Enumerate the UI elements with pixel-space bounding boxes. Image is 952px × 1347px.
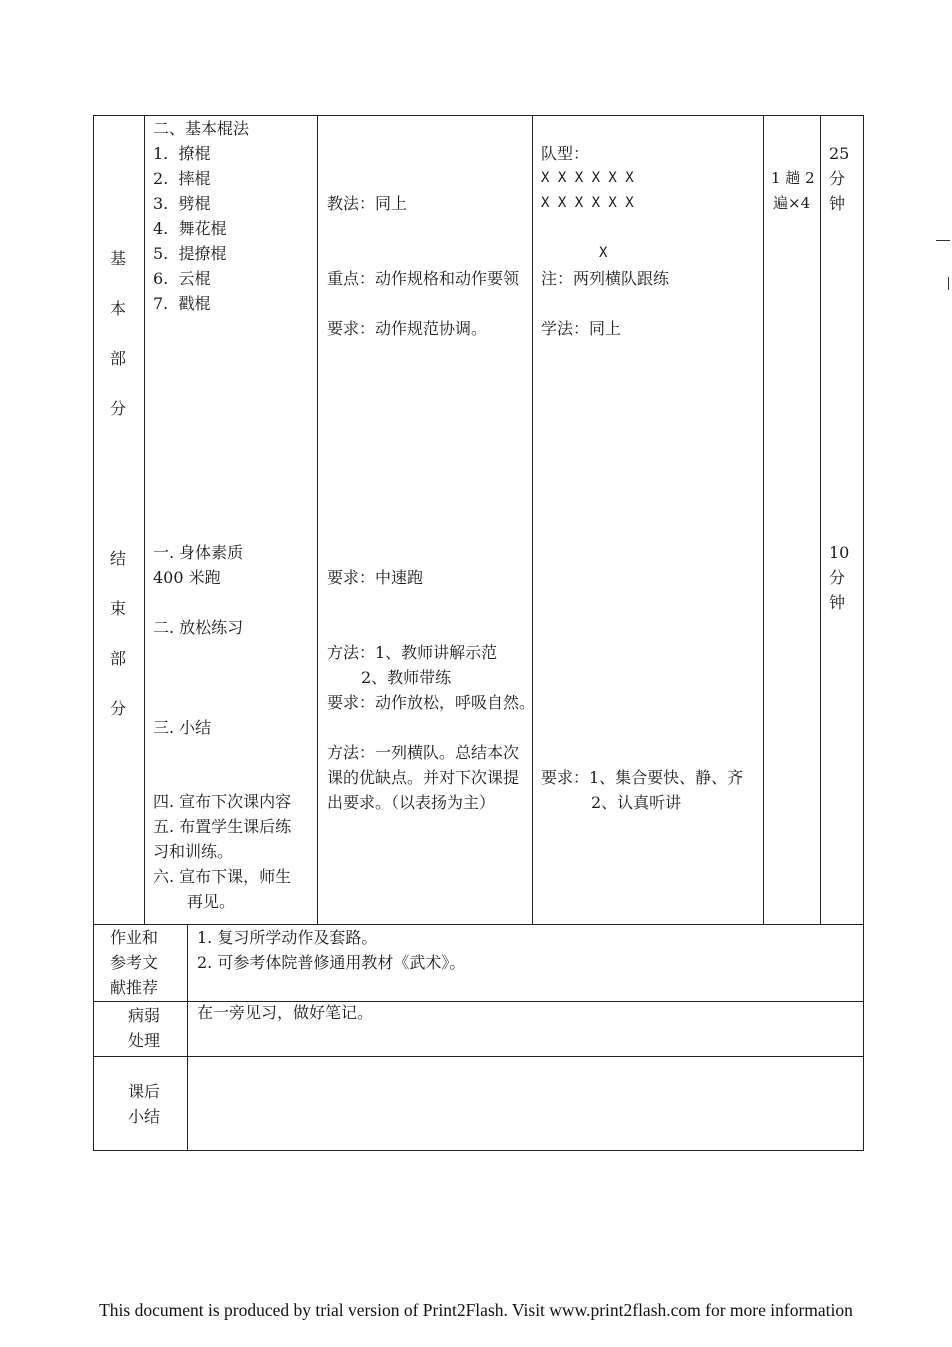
basic-requirement: 要求：动作规范协调。 — [327, 319, 488, 338]
basic-time-number: 25 — [829, 144, 850, 163]
homework-item: 2. 可参考体院普修通用教材《武术》。 — [197, 953, 466, 972]
table-row-divider-after-class — [93, 1056, 864, 1057]
homework-label-1: 作业和 — [110, 928, 159, 947]
homework-label-2: 参考文 — [110, 953, 159, 972]
table-left-border — [93, 115, 94, 1150]
study-method: 学法：同上 — [541, 319, 622, 338]
basic-content-item: 7. 戳棍 — [153, 294, 211, 313]
section-label-basic-1: 基 — [110, 249, 127, 268]
ending-run: 400 米跑 — [153, 568, 221, 587]
formation-note: 注：两列横队跟练 — [541, 269, 670, 288]
section-label-ending-4: 分 — [110, 699, 127, 718]
ending-time-number: 10 — [829, 543, 850, 562]
ending-dismiss-2: 再见。 — [187, 892, 236, 911]
section-label-ending-2: 束 — [110, 599, 127, 618]
ending-assign-1: 五. 布置学生课后练 — [153, 817, 292, 836]
formation-row-1: X X X X X X — [541, 170, 634, 186]
sick-label-2: 处理 — [128, 1031, 161, 1050]
ending-organization-req-2: 2、认真听讲 — [591, 793, 682, 812]
formation-teacher: X — [599, 245, 608, 261]
ending-time-unit-1: 分 — [829, 568, 846, 587]
ending-run-requirement: 要求：中速跑 — [327, 568, 424, 587]
ending-organization-req-1: 要求：1、集合要快、静、齐 — [541, 768, 744, 787]
homework-item: 1. 复习所学动作及套路。 — [197, 928, 378, 947]
formation-row-2: X X X X X X — [541, 195, 634, 211]
ending-relax-method-1: 方法：1、教师讲解示范 — [327, 643, 498, 662]
column-divider-organization — [763, 115, 764, 924]
basic-time-unit-1: 分 — [829, 169, 846, 188]
after-class-label-2: 小结 — [128, 1107, 161, 1126]
ending-summary: 三. 小结 — [153, 718, 212, 737]
ending-relax-method-2: 2、教师带练 — [361, 668, 452, 687]
sick-label-1: 病弱 — [128, 1006, 161, 1025]
ending-summary-method-1: 方法：一列横队。总结本次 — [327, 743, 520, 762]
column-divider-label — [144, 115, 145, 924]
formation-label: 队型： — [541, 144, 590, 163]
basic-load-line-2: 遍×4 — [773, 194, 811, 212]
table-right-border — [863, 115, 864, 1150]
basic-focus: 重点：动作规格和动作要领 — [327, 269, 520, 288]
after-class-label-1: 课后 — [128, 1082, 161, 1101]
trial-version-footer: This document is produced by trial version of Print2Flash. Visit www.print2flash.com for more information — [99, 1300, 853, 1320]
column-divider-method — [532, 115, 533, 924]
ending-fitness-title: 一. 身体素质 — [153, 543, 244, 562]
basic-content-item: 1. 撩棍 — [153, 144, 211, 163]
section-label-basic-2: 本 — [110, 299, 127, 318]
ending-dismiss-1: 六. 宣布下课，师生 — [153, 867, 292, 886]
column-divider-content — [317, 115, 318, 924]
edge-mark — [948, 277, 949, 290]
edge-mark — [936, 240, 950, 241]
section-label-basic-3: 部 — [110, 349, 127, 368]
ending-relax-requirement: 要求：动作放松，呼吸自然。 — [327, 693, 536, 712]
column-divider-load — [820, 115, 821, 924]
basic-content-item: 3. 劈棍 — [153, 194, 211, 213]
section-label-ending-3: 部 — [110, 649, 127, 668]
basic-load-line-1: 1 趟 2 — [771, 169, 815, 187]
sick-text: 在一旁见习，做好笔记。 — [197, 1003, 374, 1022]
basic-content-item: 5. 提撩棍 — [153, 244, 227, 263]
table-bottom-border — [93, 1150, 864, 1151]
basic-content-item: 6. 云棍 — [153, 269, 211, 288]
ending-summary-method-2: 课的优缺点。并对下次课提 — [327, 768, 520, 787]
ending-relax: 二. 放松练习 — [153, 618, 244, 637]
column-divider-bottom-label — [187, 924, 188, 1150]
ending-summary-method-3: 出要求。（以表扬为主） — [327, 793, 496, 812]
basic-content-title: 二、基本棍法 — [153, 119, 250, 138]
ending-assign-2: 习和训练。 — [153, 842, 234, 861]
basic-content-item: 2. 摔棍 — [153, 169, 211, 188]
section-label-basic-4: 分 — [110, 399, 127, 418]
basic-content-item: 4. 舞花棍 — [153, 219, 227, 238]
ending-time-unit-2: 钟 — [829, 593, 846, 612]
homework-label-3: 献推荐 — [110, 978, 159, 997]
basic-time-unit-2: 钟 — [829, 194, 846, 213]
ending-announce: 四. 宣布下次课内容 — [153, 792, 292, 811]
basic-teaching-method: 教法：同上 — [327, 194, 408, 213]
section-label-ending-1: 结 — [110, 549, 127, 568]
